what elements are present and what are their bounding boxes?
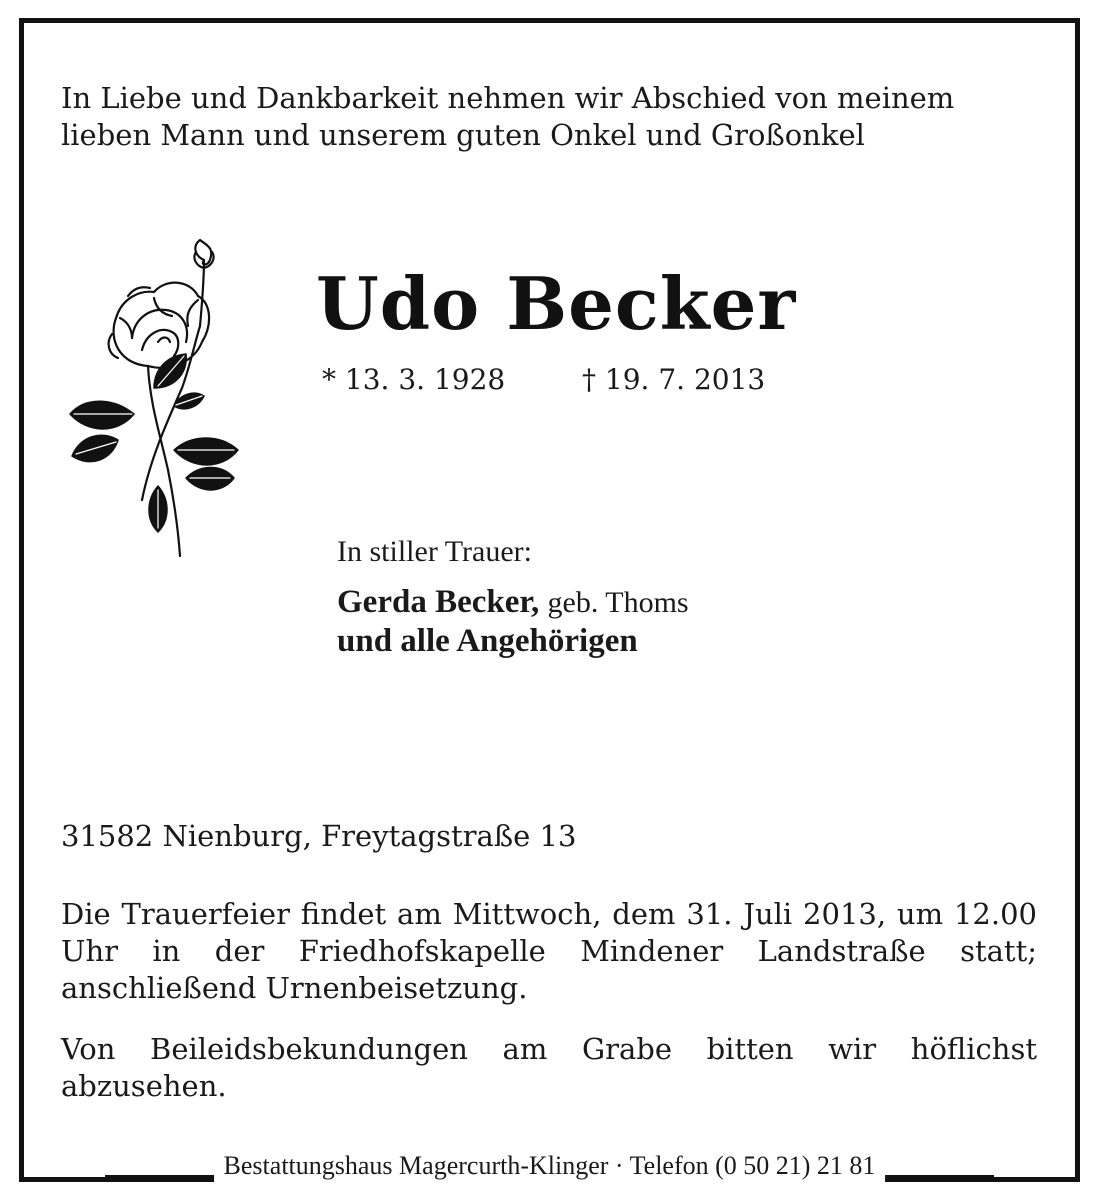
intro-text: In Liebe und Dankbarkeit nehmen wir Abschied von meinem lieben Mann und unserem guten Onkel und Großonkel [61, 81, 955, 152]
rose-icon [62, 238, 252, 568]
footer [19, 1147, 1080, 1187]
death-date: † 19. 7. 2013 [582, 363, 766, 396]
primary-mourner [337, 584, 689, 621]
deceased-name: Udo Becker [316, 261, 797, 346]
address: 31582 Nienburg, Freytagstraße 13 [61, 819, 577, 853]
mourning-label: In stiller Trauer: [337, 535, 532, 568]
other-mourners: und alle Angehörigen [337, 623, 638, 659]
funeral-home-info: Bestattungshaus Magercurth-Klinger · Telefon (0 50 21) 21 81 [214, 1149, 886, 1183]
mourners-block [337, 534, 689, 659]
primary-mourner-name: Gerda Becker, [337, 584, 540, 620]
condolence-request: Von Beileidsbekundungen am Grabe bitten wir höflichst abzusehen. [61, 1032, 1037, 1103]
ceremony-text: Die Trauerfeier findet am Mittwoch, dem 31. Juli 2013, um 12.00 Uhr in der Friedhofskapelle Mindener Landstraße statt; anschließend Urnenbeisetzung. [61, 897, 1037, 1005]
primary-mourner-note: geb. Thoms [547, 586, 689, 619]
birth-date: * 13. 3. 1928 [322, 363, 506, 396]
